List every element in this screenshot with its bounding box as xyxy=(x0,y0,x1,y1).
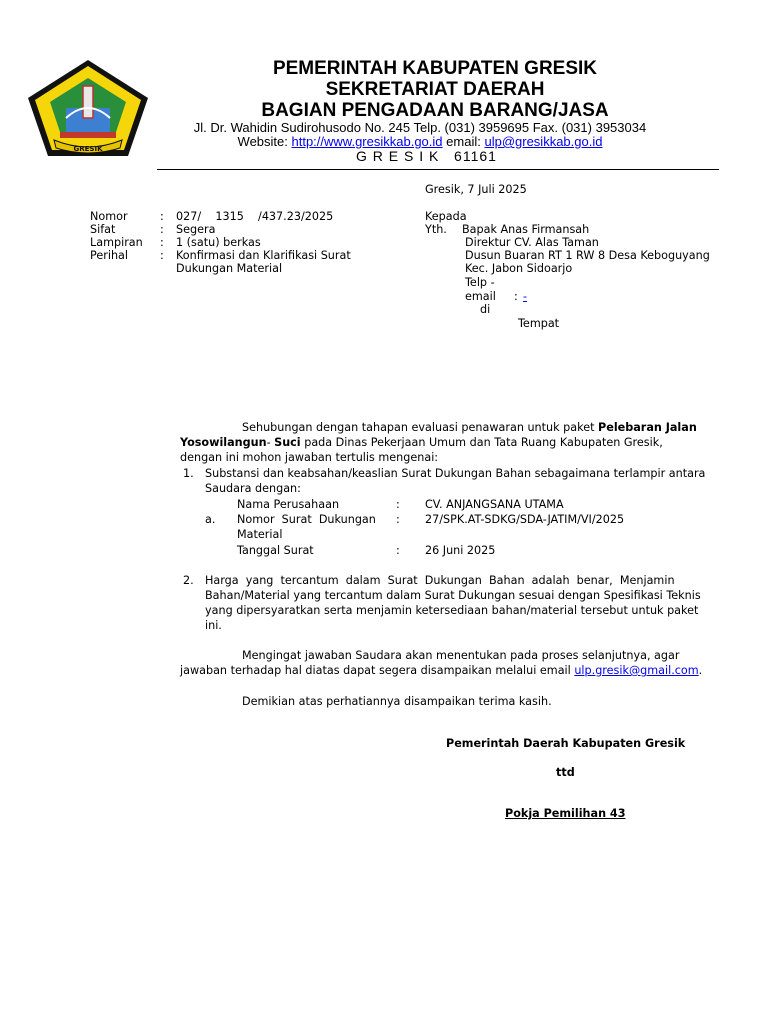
paragraph-1-line-1 xyxy=(242,421,697,434)
letterhead-line1: PEMERINTAH KABUPATEN GRESIK xyxy=(272,58,598,79)
paragraph-1-line-3: dengan ini mohon jawaban tertulis mengenai: xyxy=(180,451,439,464)
recipient-email-link[interactable]: - xyxy=(523,290,528,303)
letter-date-value: 26 Juni 2025 xyxy=(425,544,496,557)
lampiran-colon: : xyxy=(160,236,164,249)
perihal-value-2: Dukungan Material xyxy=(176,262,283,275)
recipient-name: Bapak Anas Firmansah xyxy=(462,223,590,236)
letterhead-line2: SEKRETARIAT DAERAH xyxy=(325,79,545,100)
email-label: email: xyxy=(446,134,481,149)
letter-number-colon: : xyxy=(396,513,400,526)
item-1-number: 1. xyxy=(183,467,194,480)
paragraph-1-text-a: Sehubungan dengan tahapan evaluasi penawaran untuk paket xyxy=(242,421,599,434)
package-name-part-3: Suci xyxy=(274,436,301,449)
letterhead-email-link[interactable]: ulp@gresikkab.go.id xyxy=(484,134,603,149)
recipient-email-label: email xyxy=(465,290,496,303)
sifat-colon: : xyxy=(160,223,164,236)
paragraph-1-text-b: pada Dinas Pekerjaan Umum dan Tata Ruang Kabupaten Gresik, xyxy=(300,436,663,449)
letterhead-contact xyxy=(170,134,670,149)
kepada-label: Kepada xyxy=(425,210,467,223)
sub-item-letter: a. xyxy=(205,513,216,526)
zip-code: 61161 xyxy=(454,148,497,164)
nomor-label: Nomor xyxy=(90,210,128,223)
recipient-telp: Telp - xyxy=(465,276,495,289)
recipient-di: di xyxy=(480,303,491,316)
recipient-address-1: Dusun Buaran RT 1 RW 8 Desa Keboguyang xyxy=(465,249,710,262)
closing-paragraph: Demikian atas perhatiannya disampaikan terima kasih. xyxy=(242,695,552,708)
nomor-value: 027/ 1315 /437.23/2025 xyxy=(176,210,334,223)
reply-email-link[interactable]: ulp.gresik@gmail.com xyxy=(574,664,699,677)
regency-logo xyxy=(26,58,150,158)
lampiran-value: 1 (satu) berkas xyxy=(176,236,261,249)
paragraph-2-period: . xyxy=(698,664,703,677)
letter-number-label-1: Nomor Surat Dukungan xyxy=(237,513,376,526)
city-name: G R E S I K xyxy=(356,148,440,164)
paragraph-1-line-2 xyxy=(180,436,663,449)
signature-ttd: ttd xyxy=(556,766,575,779)
company-colon: : xyxy=(396,498,400,511)
recipient-address-2: Kec. Jabon Sidoarjo xyxy=(465,262,573,275)
letter-date-label: Tanggal Surat xyxy=(237,544,314,557)
perihal-label: Perihal xyxy=(90,249,128,262)
item-1-line-1: Substansi dan keabsahan/keaslian Surat Dukungan Bahan sebagaimana terlampir antara xyxy=(205,467,706,480)
website-label: Website: xyxy=(237,134,288,149)
yth-label: Yth. xyxy=(425,223,447,236)
package-name-part-1: Pelebaran Jalan xyxy=(598,421,697,434)
company-value: CV. ANJANGSANA UTAMA xyxy=(425,498,564,511)
letterhead-line3: BAGIAN PENGADAAN BARANG/JASA xyxy=(261,100,609,121)
paragraph-2-text: jawaban terhadap hal diatas dapat segera disampaikan melalui email xyxy=(180,664,575,677)
recipient-email-colon: : xyxy=(514,290,518,303)
letterhead-city xyxy=(356,148,497,164)
item-2-line-1: Harga yang tercantum dalam Surat Dukungan Bahan adalah benar, Menjamin xyxy=(205,574,675,587)
item-2-line-4: ini. xyxy=(205,619,222,632)
item-1-line-2: Saudara dengan: xyxy=(205,482,301,495)
header-divider xyxy=(157,169,719,170)
signature-organization: Pemerintah Daerah Kabupaten Gresik xyxy=(446,737,686,750)
website-link[interactable]: http://www.gresikkab.go.id xyxy=(291,134,443,149)
letter-date-colon: : xyxy=(396,544,400,557)
paragraph-2-line-1: Mengingat jawaban Saudara akan menentukan pada proses selanjutnya, agar xyxy=(242,649,680,662)
signature-team: Pokja Pemilihan 43 xyxy=(505,807,626,820)
lampiran-label: Lampiran xyxy=(90,236,143,249)
recipient-tempat: Tempat xyxy=(518,317,560,330)
company-label: Nama Perusahaan xyxy=(237,498,340,511)
sifat-label: Sifat xyxy=(90,223,116,236)
letterhead-address: Jl. Dr. Wahidin Sudirohusodo No. 245 Telp. (031) 3959695 Fax. (031) 3953034 xyxy=(193,120,647,135)
package-name-part-2: Yosowilangun xyxy=(180,436,267,449)
item-2-number: 2. xyxy=(183,574,194,587)
sifat-value: Segera xyxy=(176,223,216,236)
letter-number-value: 27/SPK.AT-SDKG/SDA-JATIM/VI/2025 xyxy=(425,513,625,526)
letter-number-label-2: Material xyxy=(237,528,283,541)
recipient-title: Direktur CV. Alas Taman xyxy=(465,236,599,249)
item-2-line-3: yang dipersyaratkan serta menjamin ketersediaan bahan/material tersebut untuk paket xyxy=(205,604,699,617)
letter-date: Gresik, 7 Juli 2025 xyxy=(425,183,527,196)
package-name-dash: - xyxy=(266,436,275,449)
perihal-colon: : xyxy=(160,249,164,262)
item-2-line-2: Bahan/Material yang tercantum dalam Surat Dukungan sesuai dengan Spesifikasi Teknis xyxy=(205,589,701,602)
perihal-value-1: Konfirmasi dan Klarifikasi Surat xyxy=(176,249,351,262)
paragraph-2-line-2 xyxy=(180,664,702,677)
nomor-colon: : xyxy=(160,210,164,223)
svg-text:GRESIK: GRESIK xyxy=(73,145,103,153)
